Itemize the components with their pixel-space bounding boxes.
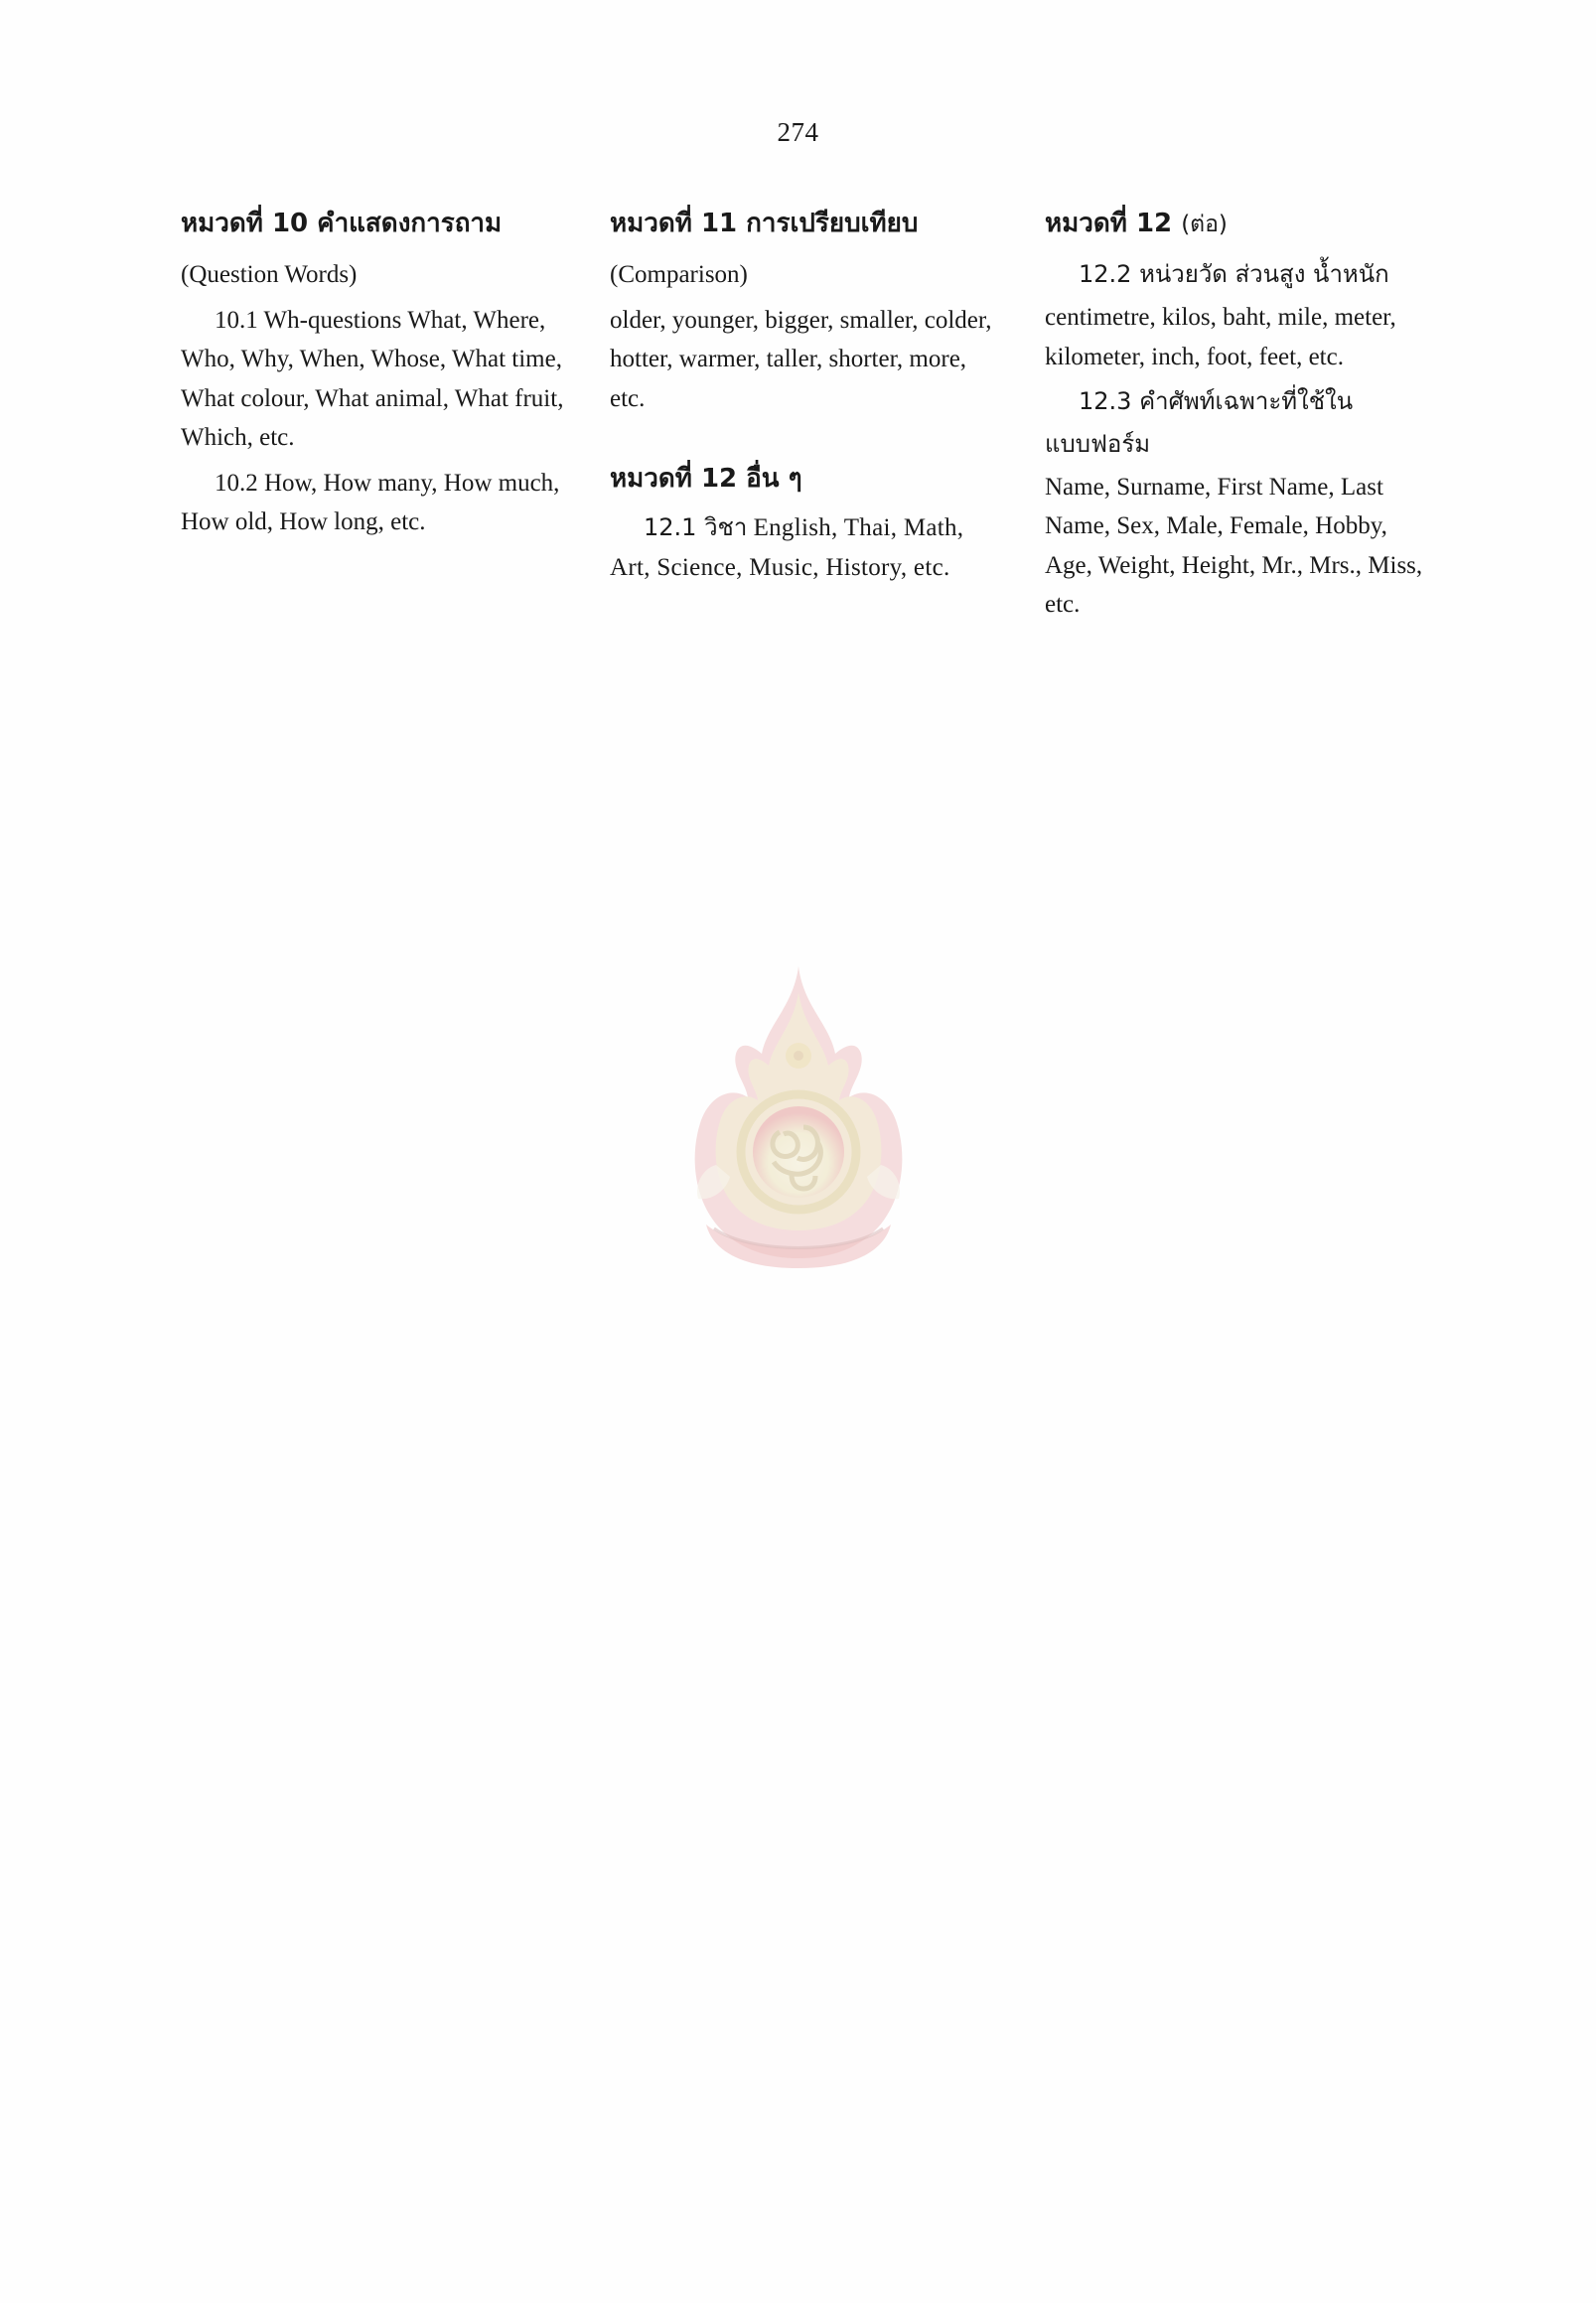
section-12-2-label: 12.2 หน่วยวัด ส่วนสูง น้ำหนัก xyxy=(1079,260,1389,289)
column-category-12-continued xyxy=(1035,204,1462,631)
column-1-item-2: 10.2 How, How many, How much, How old, How long, etc. xyxy=(181,469,560,536)
spacer xyxy=(610,424,1007,458)
column-2-sub-heading: หมวดที่ 12 อื่น ๆ xyxy=(610,464,802,495)
column-3-heading xyxy=(1045,204,1434,243)
ministry-emblem-watermark xyxy=(654,958,943,1336)
three-column-layout xyxy=(181,204,1462,631)
column-1-item-1: 10.1 Wh-questions What, Where, Who, Why, When, Whose, What time, What colour, What animal, What fruit, Which, etc. xyxy=(181,306,564,452)
column-3-heading-suffix: (ต่อ) xyxy=(1181,212,1228,237)
column-2-subtitle: (Comparison) xyxy=(610,261,748,289)
section-12-3-items: Name, Surname, First Name, Last Name, Sex, Male, Female, Hobby, Age, Weight, Height, Mr., Mrs., Miss, etc. xyxy=(1045,473,1423,619)
column-category-11 xyxy=(608,204,1035,593)
emblem-icon xyxy=(654,958,943,1336)
column-3-heading-thai: หมวดที่ 12 xyxy=(1045,209,1173,238)
column-1-subtitle: (Question Words) xyxy=(181,261,358,289)
section-12-3-label-2: แบบฟอร์ม xyxy=(1045,430,1151,459)
subject-label-thai: 12.1 วิชา xyxy=(644,513,748,542)
column-category-10 xyxy=(181,204,608,548)
column-2-heading: หมวดที่ 11 การเปรียบเทียบ xyxy=(610,209,919,238)
column-1-heading: หมวดที่ 10 คำแสดงการถาม xyxy=(181,209,503,238)
section-12-3-label: 12.3 คำศัพท์เฉพาะที่ใช้ใน xyxy=(1079,387,1354,416)
section-12-2-items: centimetre, kilos, baht, mile, meter, kilometer, inch, foot, feet, etc. xyxy=(1045,304,1396,370)
page-number: 274 xyxy=(777,117,819,147)
subject-list: English, Thai, Math, Art, Science, Music, History, etc. xyxy=(610,514,964,581)
column-2-sub-item-1 xyxy=(610,508,1007,587)
column-2-item-1: older, younger, bigger, smaller, colder, hotter, warmer, taller, shorter, more, etc. xyxy=(610,306,992,412)
